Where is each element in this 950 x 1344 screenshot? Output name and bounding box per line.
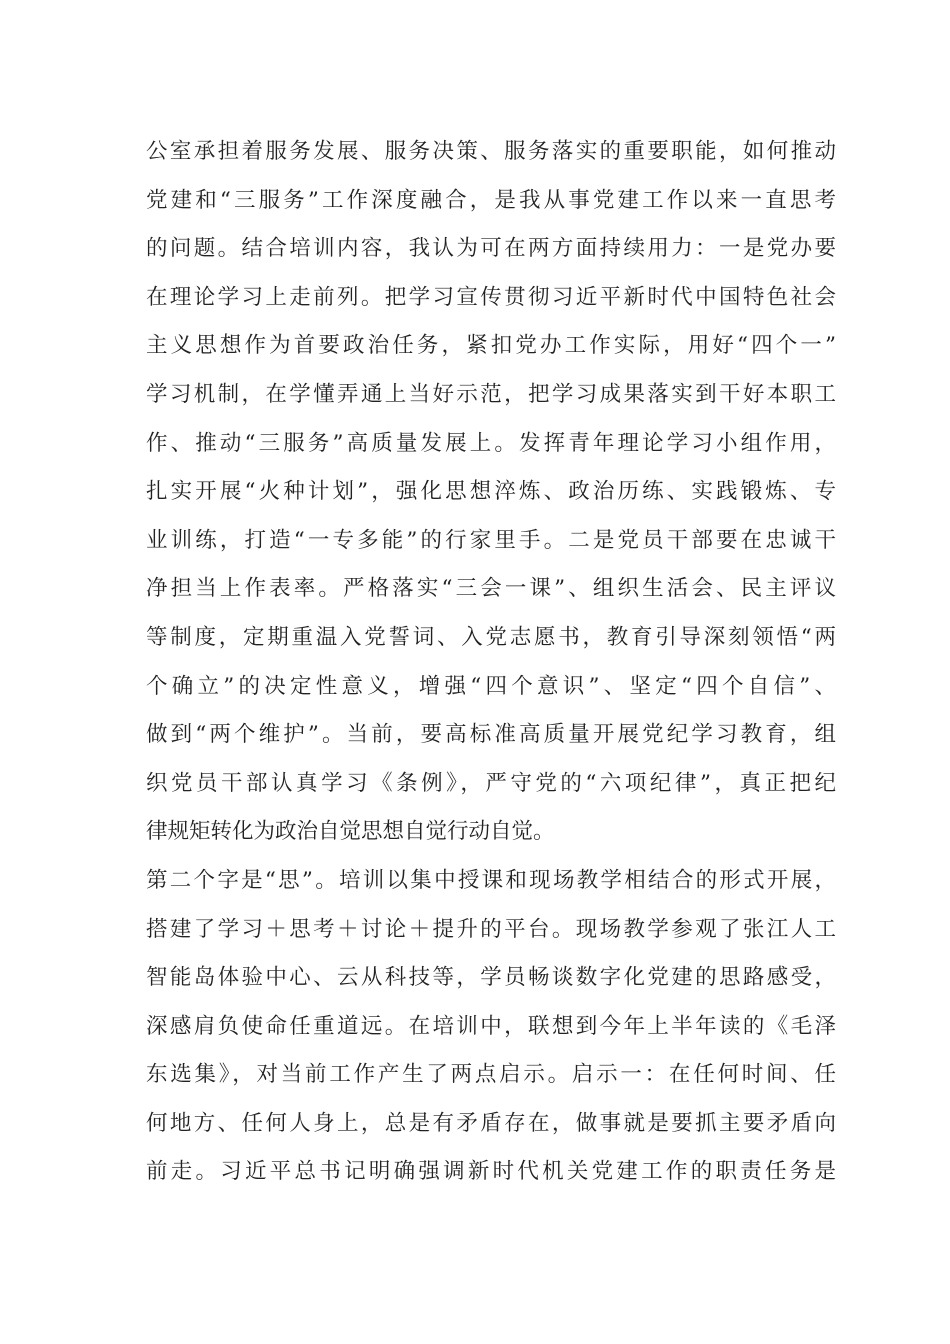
text-line: 扎实开展“火种计划”，强化思想淬炼、政治历练、实践锻炼、专: [146, 479, 836, 505]
text-line: 前走。习近平总书记明确强调新时代机关党建工作的职责任务是: [146, 1159, 836, 1185]
text-line: 学习机制，在学懂弄通上当好示范，把学习成果落实到干好本职工: [146, 381, 836, 407]
text-line: 作、推动“三服务”高质量发展上。发挥青年理论学习小组作用，: [146, 430, 836, 456]
text-line: 深感肩负使命任重道远。在培训中，联想到今年上半年读的《毛泽: [146, 1013, 836, 1039]
text-line: 个确立”的决定性意义，增强“四个意识”、坚定“四个自信”、: [146, 673, 836, 699]
body-text: [146, 128, 836, 1197]
paragraph-end-line: 律规矩转化为政治自觉思想自觉行动自觉。: [146, 819, 555, 845]
text-line: 织党员干部认真学习《条例》，严守党的“六项纪律”，真正把纪: [146, 770, 836, 796]
text-line: 在理论学习上走前列。把学习宣传贯彻习近平新时代中国特色社会: [146, 284, 836, 310]
text-line: 做到“两个维护”。当前，要高标准高质量开展党纪学习教育，组: [146, 722, 836, 748]
text-line: 公室承担着服务发展、服务决策、服务落实的重要职能，如何推动: [146, 139, 836, 164]
text-line: 何地方、任何人身上，总是有矛盾存在，做事就是要抓主要矛盾向: [146, 1110, 836, 1136]
text-line: 净担当上作表率。严格落实“三会一课”、组织生活会、民主评议: [146, 576, 836, 602]
text-line: 东选集》，对当前工作产生了两点启示。启示一：在任何时间、任: [146, 1062, 836, 1088]
text-line: 主义思想作为首要政治任务，紧扣党办工作实际，用好“四个一”: [146, 333, 836, 359]
text-line: 党建和“三服务”工作深度融合，是我从事党建工作以来一直思考: [146, 187, 836, 213]
text-line: 等制度，定期重温入党誓词、入党志愿书，教育引导深刻领悟“两: [146, 624, 836, 650]
text-line: 的问题。结合培训内容，我认为可在两方面持续用力：一是党办要: [146, 236, 836, 262]
text-line: 智能岛体验中心、云从科技等，学员畅谈数字化党建的思路感受，: [146, 965, 836, 991]
text-line: 第二个字是“思”。培训以集中授课和现场教学相结合的形式开展，: [146, 867, 836, 893]
text-line: 搭建了学习＋思考＋讨论＋提升的平台。现场教学参观了张江人工: [146, 916, 836, 942]
text-line: 业训练，打造“一专多能”的行家里手。二是党员干部要在忠诚干: [146, 527, 836, 553]
